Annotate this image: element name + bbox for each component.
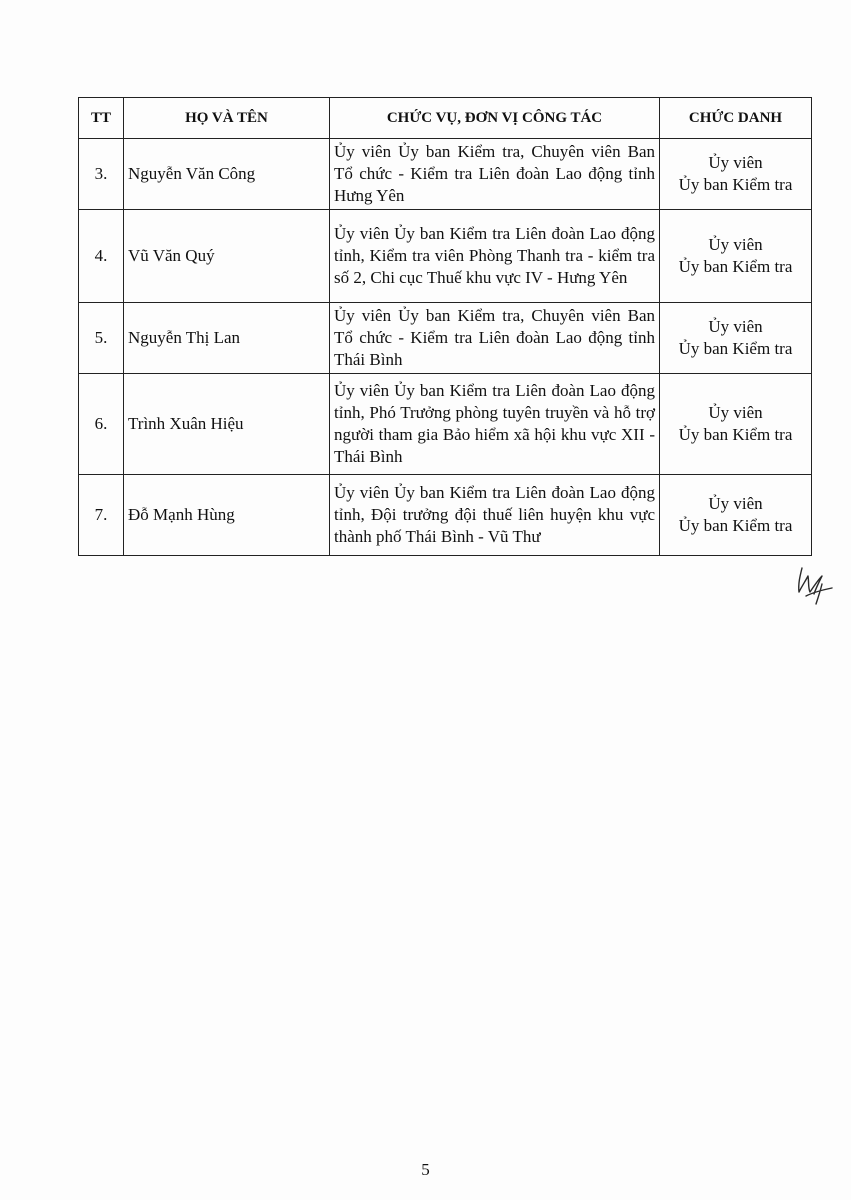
row-number: 4. — [79, 210, 124, 303]
initials-signature — [792, 562, 838, 608]
table-row — [79, 475, 812, 556]
member-table — [78, 97, 812, 556]
header-name: HỌ VÀ TÊN — [124, 98, 330, 139]
member-name: Nguyễn Văn Công — [124, 139, 330, 210]
member-position: Ủy viên Ủy ban Kiểm tra, Chuyên viên Ban Tổ chức - Kiểm tra Liên đoàn Lao động tỉnh Thái Bình — [330, 303, 660, 374]
table-row — [79, 139, 812, 210]
row-number: 6. — [79, 374, 124, 475]
member-position: Ủy viên Ủy ban Kiểm tra Liên đoàn Lao động tỉnh, Đội trưởng đội thuế liên huyện khu vực thành phố Thái Bình - Vũ Thư — [330, 475, 660, 556]
member-name: Đỗ Mạnh Hùng — [124, 475, 330, 556]
member-name: Trình Xuân Hiệu — [124, 374, 330, 475]
title-line-2: Ủy ban Kiểm tra — [678, 516, 793, 535]
page-number: 5 — [421, 1160, 430, 1179]
title-line-1: Ủy viên — [708, 235, 763, 254]
header-title: CHỨC DANH — [660, 98, 812, 139]
member-title — [660, 475, 812, 556]
title-line-1: Ủy viên — [708, 403, 763, 422]
member-position: Ủy viên Ủy ban Kiểm tra Liên đoàn Lao động tỉnh, Kiểm tra viên Phòng Thanh tra - kiểm tra số 2, Chi cục Thuế khu vực IV - Hưng Yên — [330, 210, 660, 303]
table-row — [79, 303, 812, 374]
row-number: 7. — [79, 475, 124, 556]
title-line-1: Ủy viên — [708, 494, 763, 513]
member-title — [660, 374, 812, 475]
table-row — [79, 374, 812, 475]
member-title — [660, 139, 812, 210]
header-position: CHỨC VỤ, ĐƠN VỊ CÔNG TÁC — [330, 98, 660, 139]
header-tt: TT — [79, 98, 124, 139]
title-line-2: Ủy ban Kiểm tra — [678, 175, 793, 194]
member-name: Nguyễn Thị Lan — [124, 303, 330, 374]
table-row — [79, 210, 812, 303]
member-title — [660, 210, 812, 303]
title-line-2: Ủy ban Kiểm tra — [678, 425, 793, 444]
member-title — [660, 303, 812, 374]
title-line-2: Ủy ban Kiểm tra — [678, 339, 793, 358]
title-line-1: Ủy viên — [708, 317, 763, 336]
member-position: Ủy viên Ủy ban Kiểm tra Liên đoàn Lao động tỉnh, Phó Trưởng phòng tuyên truyền và hỗ trợ người tham gia Bảo hiểm xã hội khu vực XII - Thái Bình — [330, 374, 660, 475]
row-number: 3. — [79, 139, 124, 210]
table-header-row — [79, 98, 812, 139]
title-line-2: Ủy ban Kiểm tra — [678, 257, 793, 276]
title-line-1: Ủy viên — [708, 153, 763, 172]
row-number: 5. — [79, 303, 124, 374]
member-name: Vũ Văn Quý — [124, 210, 330, 303]
member-position: Ủy viên Ủy ban Kiểm tra, Chuyên viên Ban Tổ chức - Kiểm tra Liên đoàn Lao động tỉnh Hưng Yên — [330, 139, 660, 210]
